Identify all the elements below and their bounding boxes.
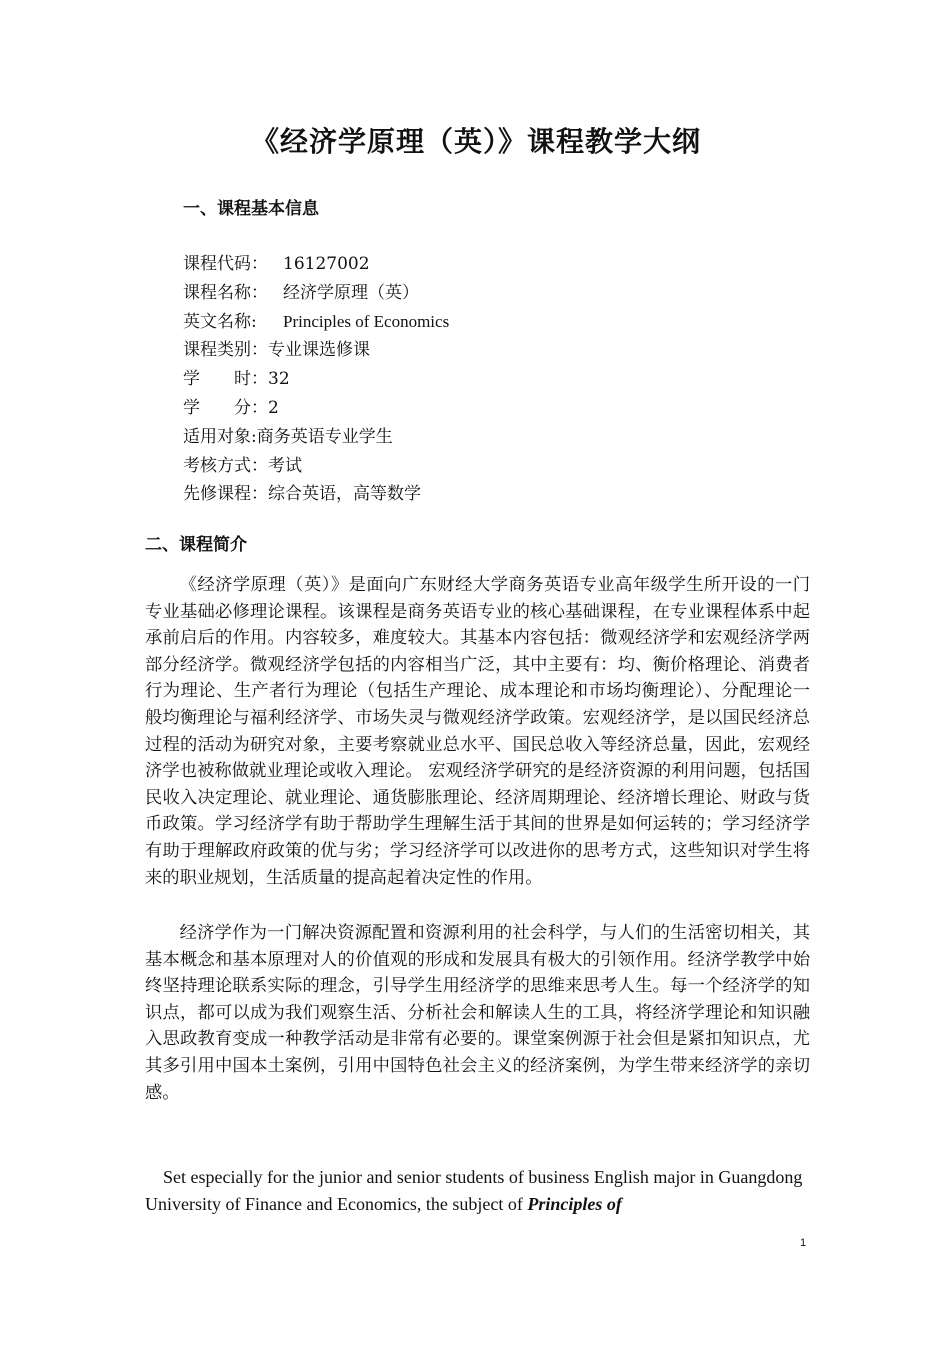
info-row-category: 课程类别：专业课选修课 (183, 340, 370, 361)
english-intro-paragraph: Set especially for the junior and senior students of business English major in Guangdong University of Finance and Economics, the subject of Principles of (145, 1167, 803, 1214)
info-row-prerequisites: 先修课程：综合英语，高等数学 (183, 484, 421, 505)
info-row-assessment: 考核方式：考试 (183, 455, 302, 476)
intro-paragraph-1: 《经济学原理（英）》是面向广东财经大学商务英语专业高年级学生所开设的一门专业基础必修理论课程。该课程是商务英语专业的核心基础课程，在专业课程体系中起承前启后的作用。内容较多，难度较大。其基本内容包括：微观经济学和宏观经济学两部分经济学。微观经济学包括的内容相当广泛，其中主要有：均、衡价格理论、消费者行为理论、生产者行为理论（包括生产理论、成本理论和市场均衡理论）、分配理论一般均衡理论与福利经济学、市场失灵与微观经济学政策。宏观经济学，是以国民经济总过程的活动为研究对象，主要考察就业总水平、国民总收入等经济总量，因此，宏观经济学也被称做就业理论或收入理论。 宏观经济学研究的是经济资源的利用问题，包括国民收入决定理论、就业理论、通货膨胀理论、经济周期理论、经济增长理论、财政与货币政策。学习经济学有助于帮助学生理解生活于其间的世界是如何运转的；学习经济学有助于理解政府政策的优与劣；学习经济学可以改进你的思考方式，这些知识对学生将来的职业规划，生活质量的提高起着决定性的作用。 (145, 575, 810, 888)
page-number: 1 (800, 1237, 807, 1249)
document-title: 《经济学原理（英）》课程教学大纲 (250, 125, 701, 158)
info-row-name: 课程名称： 经济学原理（英） (183, 282, 419, 303)
info-row-code: 课程代码： 16127002 (183, 254, 370, 274)
info-row-credits: 学 分：2 (183, 397, 279, 418)
section-heading-basic-info: 一、课程基本信息 (183, 199, 319, 219)
info-row-target: 适用对象:商务英语专业学生 (183, 426, 393, 447)
course-info-list (183, 250, 783, 509)
section-heading-introduction: 二、课程简介 (145, 535, 247, 555)
info-row-english-name: 英文名称: Principles of Economics (183, 311, 450, 332)
info-row-hours: 学 时：32 (183, 369, 290, 390)
intro-paragraph-2: 经济学作为一门解决资源配置和资源利用的社会科学，与人们的生活密切相关，其基本概念和基本原理对人的价值观的形成和发展具有极大的引领作用。经济学教学中始终坚持理论联系实际的理念，引导学生用经济学的思维来思考人生。每一个经济学的知识点，都可以成为我们观察生活、分析社会和解读人生的工具，将经济学理论和知识融入思政教育变成一种教学活动是非常有必要的。课堂案例源于社会但是紧扣知识点，尤其多引用中国本土案例，引用中国特色社会主义的经济案例，为学生带来经济学的亲切感。 (145, 923, 810, 1103)
